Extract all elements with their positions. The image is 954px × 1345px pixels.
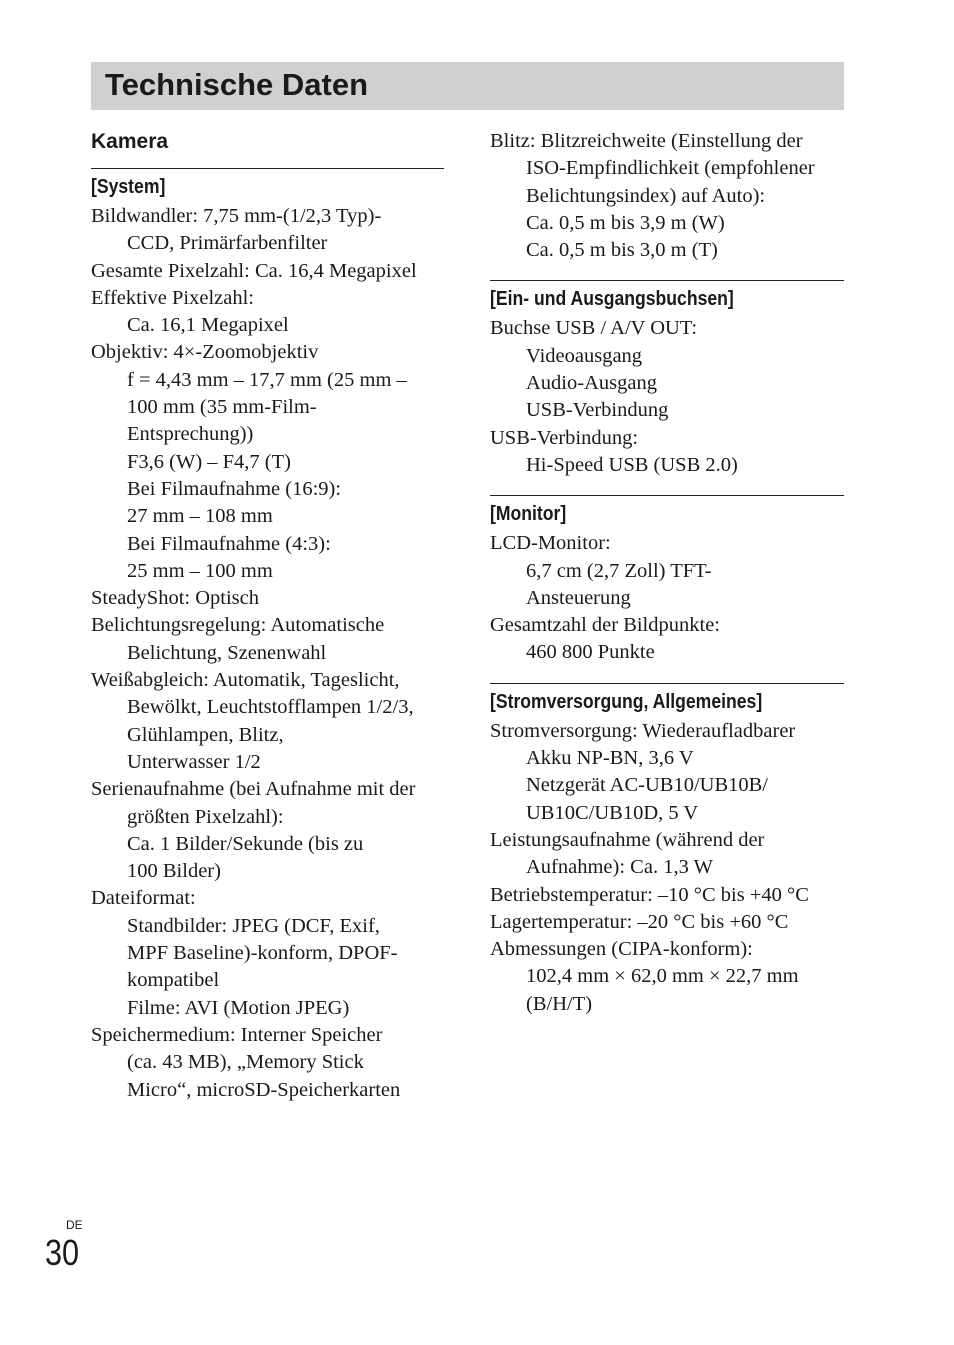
spec-section [91,168,444,1104]
spec-line: Leistungsaufnahme (während der [490,828,765,851]
section-spacer [490,479,844,495]
section-divider [91,168,444,169]
section-title: [Stromversorgung, Allgemeines] [490,690,763,713]
flash-entry [490,128,844,264]
spec-line: (B/H/T) [526,992,593,1015]
spec-line: Abmessungen (CIPA-konform): [490,938,753,961]
spec-line: 27 mm – 108 mm [127,505,273,528]
spec-line: Glühlampen, Blitz, [127,723,284,746]
spec-line: Belichtungsregelung: Automatische [91,614,385,637]
spec-line: Netzgerät AC-UB10/UB10B/ [526,774,768,797]
spec-line: Buchse USB / A/V OUT: [490,317,698,340]
page-number: 30 [45,1232,80,1273]
spec-line: 100 Bilder) [127,860,221,883]
section-spacer [490,667,844,683]
spec-line: LCD-Monitor: [490,532,611,555]
spec-line: USB-Verbindung [526,399,669,422]
spec-line: Blitz: Blitzreichweite (Einstellung der [490,130,803,152]
spec-section [490,479,844,666]
spec-line: SteadyShot: Optisch [91,587,259,610]
spec-line: Ca. 0,5 m bis 3,0 m (T) [526,239,718,262]
spec-line: 102,4 mm × 62,0 mm × 22,7 mm [526,965,799,988]
spec-line: MPF Baseline)-konform, DPOF- [127,942,398,965]
spec-line: Belichtungsindex) auf Auto): [526,184,766,207]
spec-line: Videoausgang [526,344,643,367]
spec-line: Lagertemperatur: –20 °C bis +60 °C [490,910,789,933]
section-entries [490,315,844,479]
spec-line: 6,7 cm (2,7 Zoll) TFT- [526,559,712,582]
spec-line: 460 800 Punkte [526,641,655,664]
spec-line: F3,6 (W) – F4,7 (T) [127,450,291,473]
language-code: DE [66,1218,83,1232]
spec-line: Speichermedium: Interner Speicher [91,1023,383,1046]
page-title: Technische Daten [105,67,369,102]
section-title: [Monitor] [490,503,567,526]
spec-line: Entsprechung)) [127,423,254,446]
spec-line: Akku NP-BN, 3,6 V [526,747,694,770]
spec-line: größten Pixelzahl): [127,805,284,828]
spec-line: 100 mm (35 mm-Film- [127,396,317,419]
spec-line: Ansteuerung [526,586,631,609]
spec-line: Micro“, microSD-Speicherkarten [127,1078,401,1101]
spec-line: UB10C/UB10D, 5 V [526,801,699,824]
spec-line: Bei Filmaufnahme (4:3): [127,532,331,555]
spec-line: Objektiv: 4×-Zoomobjektiv [91,341,319,364]
spec-line: Ca. 0,5 m bis 3,9 m (W) [526,211,725,234]
section-entries [490,718,844,1018]
spec-line: CCD, Primärfarbenfilter [127,232,328,255]
spec-line: Ca. 1 Bilder/Sekunde (bis zu [127,832,364,855]
spec-line: Audio-Ausgang [526,372,657,395]
kamera-heading: Kamera [91,130,169,153]
spec-line: (ca. 43 MB), „Memory Stick [127,1051,364,1074]
spec-line: Gesamtzahl der Bildpunkte: [490,614,720,637]
spec-line: Unterwasser 1/2 [127,750,261,773]
right-sections [490,264,844,1018]
spec-section [490,264,844,479]
spec-line: USB-Verbindung: [490,426,639,449]
section-divider [490,683,844,684]
spec-line: Gesamte Pixelzahl: Ca. 16,4 Megapixel [91,259,417,282]
section-entries [91,203,444,1104]
section-title: [Ein- und Ausgangsbuchsen] [490,288,734,311]
spec-line: Bildwandler: 7,75 mm-(1/2,3 Typ)- [91,205,382,227]
spec-line: Standbilder: JPEG (DCF, Exif, [127,914,380,937]
spec-line: Weißabgleich: Automatik, Tageslicht, [91,669,400,692]
spec-line: Aufnahme): Ca. 1,3 W [526,856,713,879]
spec-line: ISO-Empfindlichkeit (empfohlener [526,157,815,180]
page-title-bar [91,62,844,110]
left-column [91,128,444,1104]
spec-line: Filme: AVI (Motion JPEG) [127,996,350,1019]
section-spacer [490,264,844,280]
spec-line: Dateiformat: [91,887,196,910]
spec-line: Bewölkt, Leuchtstofflampen 1/2/3, [127,696,414,719]
spec-line: Serienaufnahme (bei Aufnahme mit der [91,778,416,801]
section-divider [490,495,844,496]
spec-line: Bei Filmaufnahme (16:9): [127,477,342,500]
spec-line: Ca. 16,1 Megapixel [127,314,289,337]
left-sections [91,168,444,1104]
section-title: [System] [91,176,166,198]
spec-line: f = 4,43 mm – 17,7 mm (25 mm – [127,368,407,391]
spec-section [490,667,844,1018]
section-entries [490,530,844,666]
section-divider [490,280,844,281]
spec-line: Stromversorgung: Wiederaufladbarer [490,719,796,742]
right-column [490,128,844,1018]
spec-line: Belichtung, Szenenwahl [127,641,327,664]
spec-line: Hi-Speed USB (USB 2.0) [526,453,738,476]
spec-line: kompatibel [127,969,220,992]
spec-line: 25 mm – 100 mm [127,559,273,582]
spec-line: Effektive Pixelzahl: [91,286,254,309]
spec-line: Betriebstemperatur: –10 °C bis +40 °C [490,883,809,906]
